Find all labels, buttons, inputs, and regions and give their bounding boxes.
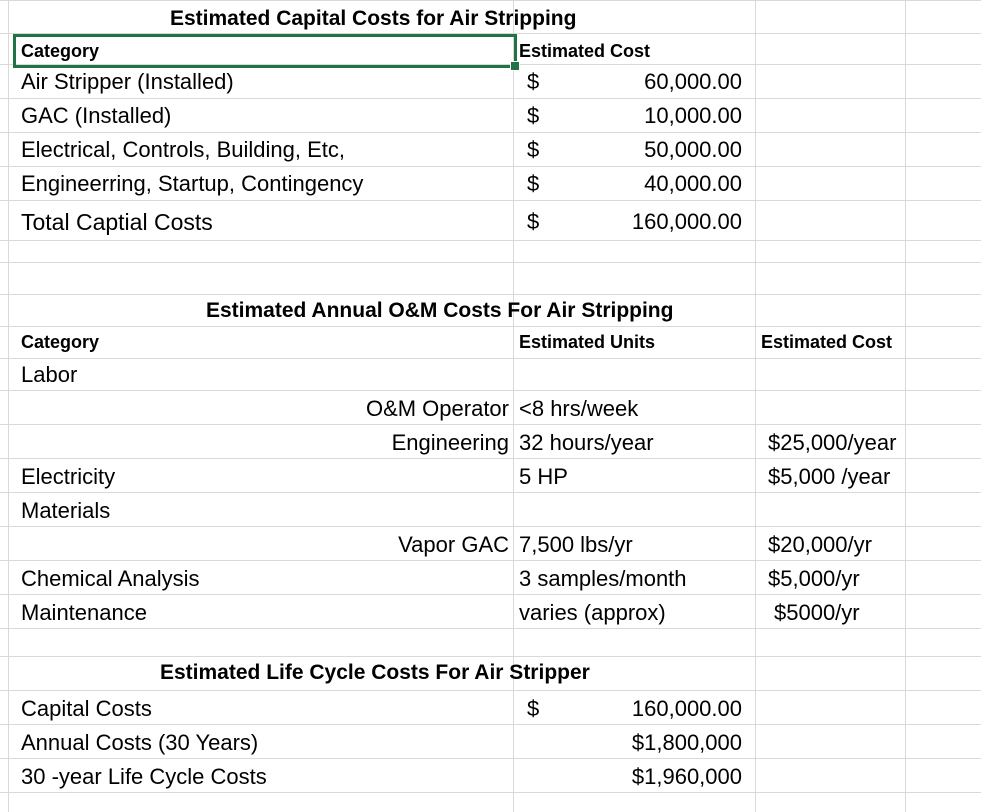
om-engineering-units[interactable]: 32 hours/year bbox=[519, 430, 654, 455]
capital-title[interactable]: Estimated Capital Costs for Air Stripping bbox=[170, 7, 577, 30]
gridline bbox=[0, 132, 981, 133]
om-maint-cost[interactable]: $5000/yr bbox=[774, 600, 860, 625]
row-number[interactable] bbox=[0, 308, 6, 321]
om-operator-units[interactable]: <8 hrs/week bbox=[519, 396, 639, 421]
lifecycle-annual-label[interactable]: Annual Costs (30 Years) bbox=[21, 730, 259, 755]
currency-symbol: $ bbox=[527, 103, 540, 128]
om-electricity-cost[interactable]: $5,000 /year bbox=[768, 464, 891, 489]
gridline bbox=[0, 560, 981, 561]
om-chem-units[interactable]: 3 samples/month bbox=[519, 566, 687, 591]
om-materials-label[interactable]: Materials bbox=[21, 498, 111, 523]
om-vapor-cost[interactable]: $20,000/yr bbox=[768, 532, 872, 557]
currency-symbol: $ bbox=[527, 696, 540, 721]
row-number[interactable] bbox=[0, 369, 6, 382]
gridline bbox=[0, 200, 981, 201]
om-operator-label[interactable]: O&M Operator bbox=[365, 396, 509, 421]
om-labor-label[interactable]: Labor bbox=[21, 362, 78, 387]
gridline bbox=[905, 0, 906, 812]
row-number[interactable] bbox=[0, 606, 6, 619]
row-number[interactable] bbox=[0, 436, 6, 449]
capital-header-category[interactable]: Category bbox=[21, 41, 100, 61]
capital-item-label[interactable]: GAC (Installed) bbox=[21, 103, 172, 128]
row-number[interactable] bbox=[0, 701, 6, 714]
fill-handle[interactable] bbox=[510, 61, 520, 71]
lifecycle-total-label[interactable]: 30 -year Life Cycle Costs bbox=[21, 764, 267, 789]
capital-item-label[interactable]: Electrical, Controls, Building, Etc, bbox=[21, 137, 346, 162]
lifecycle-capital-value[interactable]: 160,000.00 bbox=[631, 696, 742, 721]
om-maint-label[interactable]: Maintenance bbox=[21, 600, 147, 625]
capital-item-cost[interactable]: 60,000.00 bbox=[644, 69, 742, 94]
om-electricity-units[interactable]: 5 HP bbox=[519, 464, 568, 489]
om-header-category[interactable]: Category bbox=[21, 332, 100, 352]
gridline bbox=[0, 792, 981, 793]
row-number[interactable] bbox=[0, 249, 6, 262]
capital-item-label[interactable]: Air Stripper (Installed) bbox=[21, 69, 234, 94]
om-chem-label[interactable]: Chemical Analysis bbox=[21, 566, 200, 591]
currency-symbol: $ bbox=[527, 171, 540, 196]
row-number[interactable] bbox=[0, 538, 6, 551]
gridline bbox=[0, 166, 981, 167]
om-labor-cost[interactable]: $25,000/year bbox=[768, 430, 897, 455]
om-chem-cost[interactable]: $5,000/yr bbox=[768, 566, 860, 591]
row-number[interactable] bbox=[0, 276, 6, 289]
gridline bbox=[0, 758, 981, 759]
capital-item-cost[interactable]: 10,000.00 bbox=[644, 103, 742, 128]
row-number[interactable] bbox=[0, 110, 6, 123]
gridline bbox=[0, 724, 981, 725]
gridline bbox=[0, 0, 981, 1]
row-number[interactable] bbox=[0, 735, 6, 748]
row-number[interactable] bbox=[0, 337, 6, 350]
om-vapor-label[interactable]: Vapor GAC bbox=[398, 532, 509, 557]
lifecycle-title[interactable]: Estimated Life Cycle Costs For Air Stripper bbox=[160, 661, 590, 684]
gridline bbox=[0, 262, 981, 263]
row-number[interactable] bbox=[0, 769, 6, 782]
om-header-cost[interactable]: Estimated Cost bbox=[761, 332, 893, 352]
gridline bbox=[0, 458, 981, 459]
gridline bbox=[0, 326, 981, 327]
gridline bbox=[0, 492, 981, 493]
gridline bbox=[0, 628, 981, 629]
row-number[interactable] bbox=[0, 636, 6, 649]
gridline bbox=[0, 690, 981, 691]
capital-item-cost[interactable]: 40,000.00 bbox=[644, 171, 742, 196]
row-number[interactable] bbox=[0, 667, 6, 680]
gridline bbox=[0, 526, 981, 527]
om-electricity-label[interactable]: Electricity bbox=[21, 464, 116, 489]
capital-item-cost[interactable]: 50,000.00 bbox=[644, 137, 742, 162]
gridline bbox=[0, 98, 981, 99]
gridline bbox=[0, 656, 981, 657]
currency-symbol: $ bbox=[527, 137, 540, 162]
gridline bbox=[0, 594, 981, 595]
om-header-units[interactable]: Estimated Units bbox=[519, 332, 656, 352]
row-number[interactable] bbox=[0, 402, 6, 415]
gridline bbox=[755, 0, 756, 812]
lifecycle-annual-value[interactable]: $1,800,000 bbox=[631, 730, 742, 755]
row-number[interactable] bbox=[0, 572, 6, 585]
gridline bbox=[0, 358, 981, 359]
gridline bbox=[8, 0, 9, 812]
gridline bbox=[0, 390, 981, 391]
row-number[interactable] bbox=[0, 215, 6, 228]
gridline bbox=[513, 0, 514, 812]
row-number[interactable] bbox=[0, 177, 6, 190]
lifecycle-total-value[interactable]: $1,960,000 bbox=[631, 764, 742, 789]
currency-symbol: $ bbox=[527, 69, 540, 94]
om-maint-units[interactable]: varies (approx) bbox=[519, 600, 666, 625]
currency-symbol: $ bbox=[527, 209, 540, 234]
om-title[interactable]: Estimated Annual O&M Costs For Air Stripping bbox=[206, 299, 674, 322]
om-vapor-units[interactable]: 7,500 lbs/yr bbox=[519, 532, 633, 557]
row-number[interactable] bbox=[0, 470, 6, 483]
gridline bbox=[0, 294, 981, 295]
capital-total-cost[interactable]: 160,000.00 bbox=[631, 209, 742, 234]
capital-item-label[interactable]: Engineerring, Startup, Contingency bbox=[21, 171, 364, 196]
capital-total-label[interactable]: Total Captial Costs bbox=[21, 209, 213, 235]
om-engineering-label[interactable]: Engineering bbox=[391, 430, 509, 455]
capital-header-cost[interactable]: Estimated Cost bbox=[519, 41, 651, 61]
row-number[interactable] bbox=[0, 504, 6, 517]
gridline bbox=[0, 240, 981, 241]
lifecycle-capital-label[interactable]: Capital Costs bbox=[21, 696, 152, 721]
gridline bbox=[0, 424, 981, 425]
row-number[interactable] bbox=[0, 143, 6, 156]
